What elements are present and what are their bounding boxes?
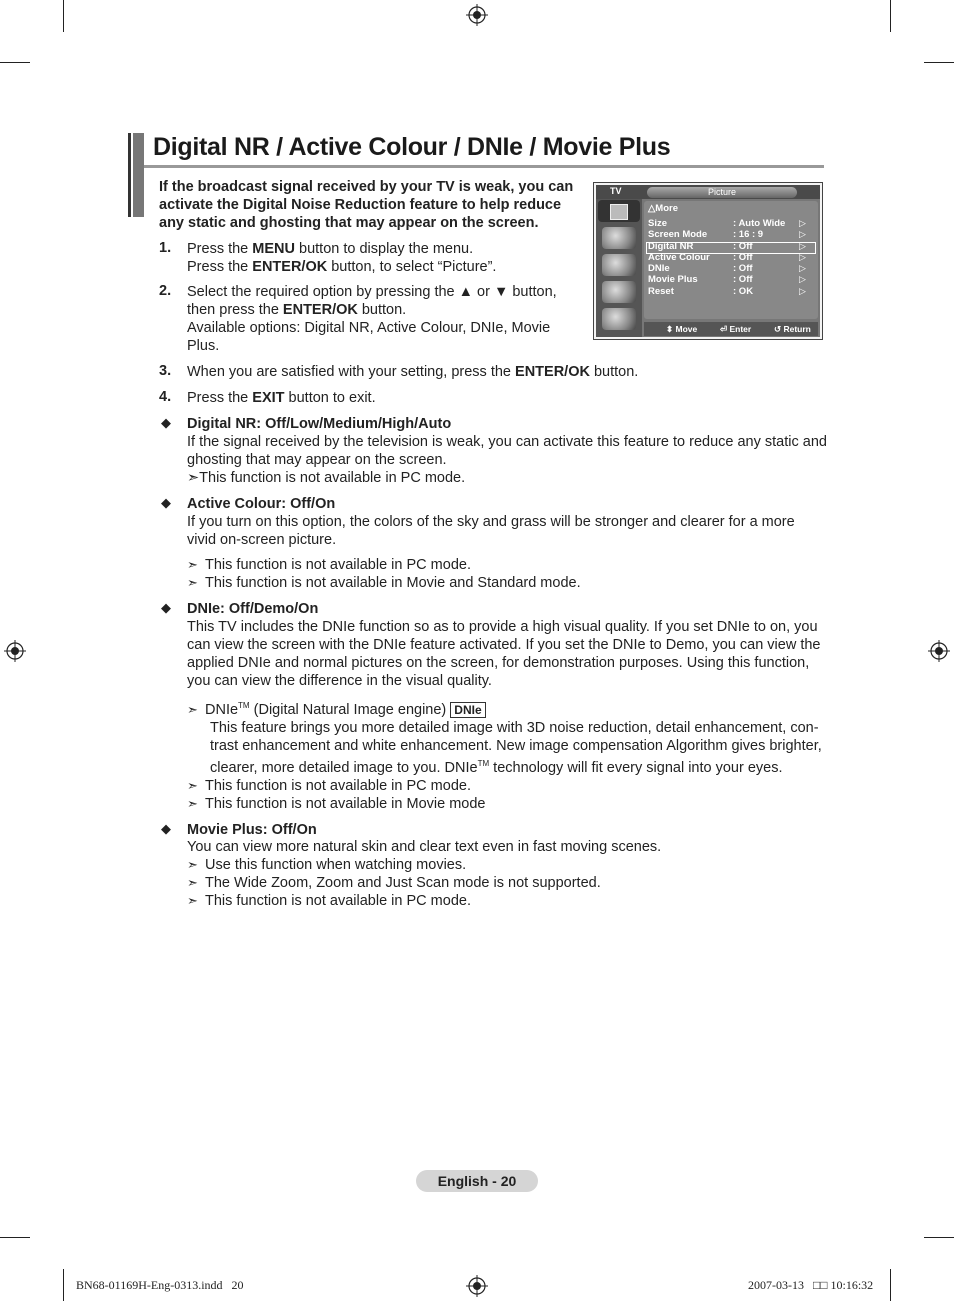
osd-row-label: Movie Plus (648, 274, 698, 285)
step-4-text: Press the EXIT button to exit. (187, 390, 376, 406)
section-heading: Movie Plus: Off/On (187, 822, 317, 838)
bullet-diamond-icon: ◆ (161, 600, 171, 615)
notes: ➣ This function is not available in PC mode. ➣ This function is not available in Movie and Standard mode. (187, 557, 581, 591)
input-menu-icon (602, 308, 636, 330)
notes: ➣ Use this function when watching movies. ➣ The Wide Zoom, Zoom and Just Scan mode is not supported. ➣ This function is not available in PC mode. (187, 857, 601, 909)
crop-mark (63, 0, 64, 32)
bullet-diamond-icon: ◆ (161, 821, 171, 836)
tv-menu-illustration (593, 182, 823, 340)
note-arrow-icon: ➣ (187, 893, 198, 908)
osd-footer-move: ⬍ Move (666, 324, 698, 334)
crop-mark (63, 1269, 64, 1301)
registration-mark-icon (466, 4, 488, 26)
osd-more: △More (648, 203, 679, 214)
section-body: You can view more natural skin and clear text even in fast moving scenes. (187, 839, 662, 855)
note-arrow-icon: ➣ (187, 575, 198, 590)
step-2-text: Select the required option by pressing the ▲ or ▼ button, then press the ENTER/OK button. Available options: Digital NR, Active Colour, DNIe, Movie Plus. (187, 284, 557, 354)
channel-menu-icon (602, 254, 636, 276)
title-accent-bar (128, 133, 144, 217)
setup-menu-icon (602, 281, 636, 303)
note-arrow-icon: ➣ (187, 875, 198, 890)
note-arrow-icon: ➣ (187, 701, 198, 717)
step-number: 1. (159, 240, 172, 256)
section-heading: DNIe: Off/Demo/On (187, 601, 319, 617)
osd-row-value: : Off (733, 241, 753, 252)
note-arrow-icon: ➣ (187, 796, 198, 811)
intro-line: activate the Digital Noise Reduction feature to help reduce (159, 197, 562, 213)
osd-tab-tv: TV (610, 186, 622, 196)
osd-footer-enter: ⏎ Enter (720, 324, 752, 334)
registration-mark-icon (466, 1275, 488, 1297)
intro-line: If the broadcast signal received by your TV is weak, you can (159, 179, 574, 195)
print-timestamp: 2007-03-13 □□ 10:16:32 (748, 1278, 874, 1292)
osd-row-label: Reset (648, 286, 674, 297)
arrow-right-icon: ▷ (799, 229, 806, 239)
print-file-name: BN68-01169H-Eng-0313.indd 20 (76, 1278, 244, 1292)
osd-footer-return: ↺ Return (774, 324, 811, 334)
step-number: 2. (159, 283, 172, 299)
osd-row-value: : Off (733, 274, 753, 285)
arrow-right-icon: ▷ (799, 274, 806, 284)
step-3-text: When you are satisfied with your setting, press the ENTER/OK button. (187, 364, 639, 380)
crop-mark (890, 0, 891, 32)
step-number: 4. (159, 389, 172, 405)
section-heading: Digital NR: Off/Low/Medium/High/Auto (187, 416, 452, 432)
osd-row-label: Screen Mode (648, 229, 708, 240)
osd-row-label: Size (648, 218, 668, 229)
osd-row-value: : Off (733, 252, 753, 263)
bullet-diamond-icon: ◆ (161, 415, 171, 430)
step-1-text: Press the MENU button to display the menu. Press the ENTER/OK button, to select “Picture”. (187, 241, 497, 275)
osd-row-value: : Auto Wide (733, 218, 786, 229)
osd-row-value: : 16 : 9 (733, 229, 764, 240)
osd-row-value: : Off (733, 263, 753, 274)
arrow-right-icon: ▷ (799, 286, 806, 296)
crop-mark (0, 62, 30, 63)
intro-line: any static and ghosting that may appear on the screen. (159, 215, 539, 231)
sound-menu-icon (602, 227, 636, 249)
crop-mark (0, 1237, 30, 1238)
osd-row-label: Active Colour (648, 252, 710, 263)
section-heading: Active Colour: Off/On (187, 496, 336, 512)
picture-menu-icon (598, 200, 640, 222)
registration-mark-icon (928, 640, 950, 662)
arrow-right-icon: ▷ (799, 263, 806, 273)
osd-row-label: Digital NR (648, 241, 694, 252)
page-number-badge: English - 20 (416, 1170, 538, 1192)
section-body: If you turn on this option, the colors of the sky and grass will be stronger and clearer for a more vivid on-screen picture. (187, 514, 795, 548)
registration-mark-icon (4, 640, 26, 662)
dnie-logo: DNIe (450, 702, 485, 718)
osd-row-value: : OK (733, 286, 754, 297)
bullet-diamond-icon: ◆ (161, 495, 171, 510)
note-arrow-icon: ➣ (187, 778, 198, 793)
crop-mark (890, 1269, 891, 1301)
section-body: This TV includes the DNIe function so as to provide a high visual quality. If you set DNIe to on, you can view the screen with the DNIe feature activated. If you set the DNIe to Demo, you can view the applied DNIe and normal pictures on the screen, for demonstration purposes. Using this function, you can view the difference in the visual quality. (187, 619, 821, 689)
title-rule (144, 165, 824, 168)
crop-mark (924, 62, 954, 63)
step-number: 3. (159, 363, 172, 379)
arrow-right-icon: ▷ (799, 218, 806, 228)
note-arrow-icon: ➣ (187, 470, 200, 486)
section-body: If the signal received by the television is weak, you can activate this feature to reduce any static and ghosting that may appear on the screen. ➣This function is not available in PC mode. (187, 434, 827, 486)
note-arrow-icon: ➣ (187, 557, 198, 572)
crop-mark (924, 1237, 954, 1238)
osd-row-label: DNIe (648, 263, 670, 274)
page-title: Digital NR / Active Colour / DNIe / Movie Plus (153, 133, 671, 161)
osd-frame (596, 185, 820, 337)
arrow-right-icon: ▷ (799, 241, 806, 251)
note-arrow-icon: ➣ (187, 857, 198, 872)
intro-text (159, 178, 579, 232)
dnie-sub-section: ➣ DNIe™ (Digital Natural Image engine) DNIe This feature brings you more detailed image with 3D noise reduction, detail enhancement, con- trast enhancement and white enhancement. New image compensation Algorithm gives brighter, clearer, more detailed image to you. DNIe™ technology will fit every signal into your eyes. (187, 701, 822, 776)
arrow-right-icon: ▷ (799, 252, 806, 262)
notes: ➣ This function is not available in PC mode. ➣ This function is not available in Movie mode (187, 778, 486, 812)
osd-tab-picture: Picture (647, 187, 797, 198)
